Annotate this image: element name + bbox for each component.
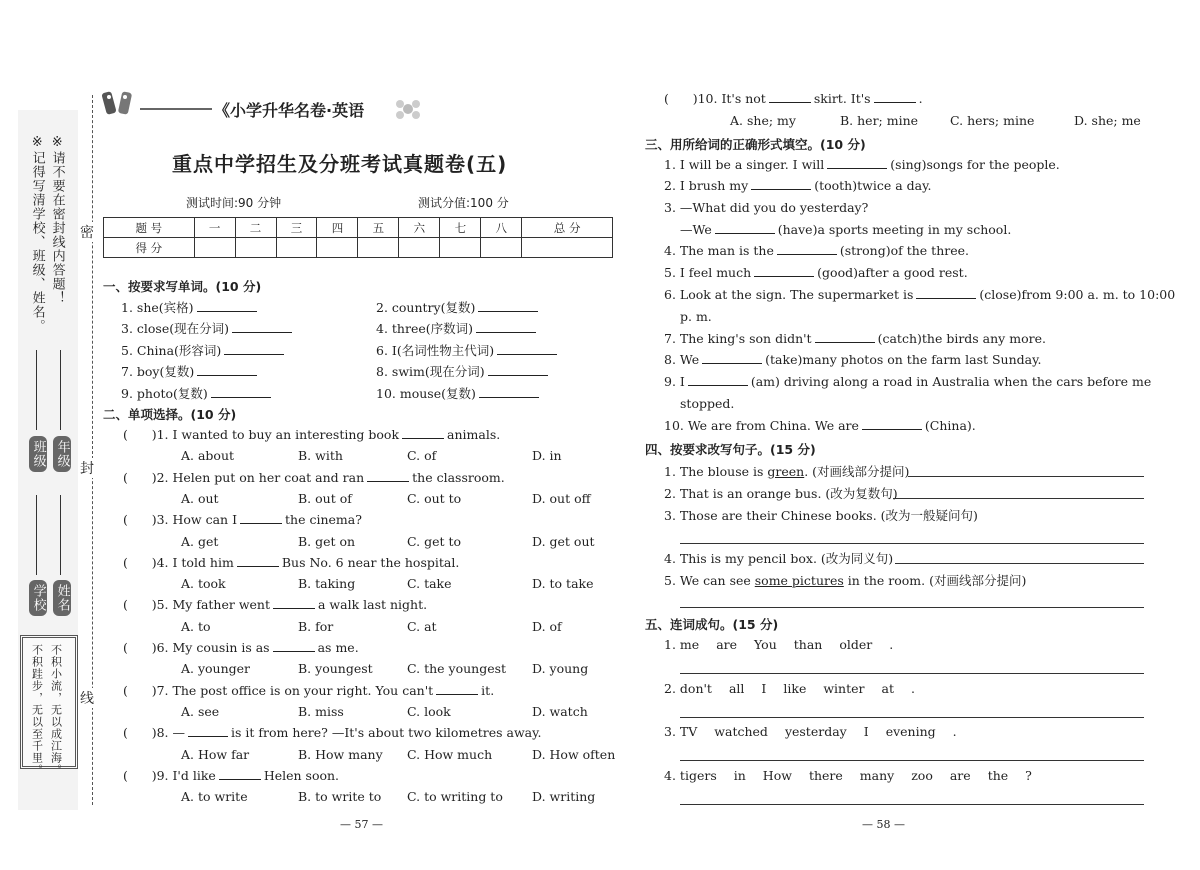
- answer-blank[interactable]: [862, 428, 922, 430]
- mcq-option[interactable]: A. to: [181, 618, 211, 634]
- order-item: [664, 768, 1049, 783]
- mcq-option[interactable]: A. out: [181, 490, 219, 506]
- order-word: the: [987, 767, 1009, 783]
- word-item: 4. three(序数词): [376, 319, 539, 337]
- fill-item: 10. We are from China. We are (China).: [664, 418, 976, 433]
- grade-line: [60, 350, 61, 430]
- answer-line[interactable]: [680, 760, 1144, 761]
- name-line: [60, 495, 61, 575]
- mcq-option[interactable]: C. take: [407, 576, 452, 592]
- order-word: watched: [714, 724, 768, 739]
- rewrite-item: 4. This is my pencil box. (改为同义句): [664, 551, 894, 566]
- score-cell[interactable]: [481, 238, 522, 258]
- mcq-option[interactable]: D. in: [532, 448, 562, 464]
- mcq-option[interactable]: A. see: [181, 703, 220, 719]
- order-word: me: [679, 637, 700, 652]
- score-cell[interactable]: [235, 238, 276, 258]
- rewrite-item: 3. Those are their Chinese books. (改为一般疑问句): [664, 508, 978, 523]
- mcq-option[interactable]: A. How far: [181, 746, 250, 762]
- answer-blank[interactable]: [754, 275, 814, 277]
- section1-title: 一、按要求写单词。(10 分): [103, 279, 262, 294]
- word-item: 2. country(复数): [376, 298, 541, 316]
- mcq-option[interactable]: C. at: [407, 618, 437, 634]
- score-cell[interactable]: [317, 238, 358, 258]
- score-table-header: 五: [358, 218, 399, 238]
- mcq-option[interactable]: C. to writing to: [407, 789, 503, 805]
- order-word: than: [793, 637, 823, 652]
- flower-icon: [392, 96, 424, 122]
- score-cell[interactable]: [440, 238, 481, 258]
- mcq-option[interactable]: D. writing: [532, 789, 596, 805]
- mcq-option[interactable]: C. look: [407, 703, 451, 719]
- score-table-header: 七: [440, 218, 481, 238]
- answer-blank[interactable]: [497, 353, 557, 355]
- score-table-header: 六: [399, 218, 440, 238]
- answer-blank[interactable]: [197, 310, 257, 312]
- fill-item: —We (have)a sports meeting in my school.: [680, 222, 1012, 237]
- score-table-header: 八: [481, 218, 522, 238]
- score-cell[interactable]: [399, 238, 440, 258]
- mcq-stem: ( )5. My father went a walk last night.: [123, 597, 428, 613]
- answer-blank[interactable]: [751, 188, 811, 190]
- answer-blank[interactable]: [769, 101, 811, 103]
- score-table-header: 一: [194, 218, 235, 238]
- answer-line[interactable]: [908, 476, 1144, 477]
- fill-item: p. m.: [680, 309, 712, 324]
- fill-item: 7. The king's son didn't (catch)the birds any more.: [664, 331, 1046, 346]
- mcq-option[interactable]: A. took: [181, 576, 226, 592]
- answer-blank[interactable]: [702, 362, 762, 364]
- order-word: You: [754, 637, 777, 652]
- answer-line[interactable]: [680, 804, 1144, 805]
- mcq-option[interactable]: D. she; me: [1074, 113, 1141, 128]
- order-word: TV: [679, 724, 698, 739]
- answer-blank[interactable]: [197, 374, 257, 376]
- score-cell[interactable]: [358, 238, 399, 258]
- order-word: evening: [885, 724, 936, 739]
- score-cell[interactable]: [194, 238, 235, 258]
- order-word: there: [808, 767, 843, 783]
- field-name: 姓名: [53, 580, 71, 616]
- answer-blank[interactable]: [211, 396, 271, 398]
- exam-score: 测试分值:100 分: [418, 196, 509, 210]
- mcq-stem: ( )2. Helen put on her coat and ran the classroom.: [123, 469, 505, 485]
- answer-line[interactable]: [680, 543, 1144, 544]
- section5-title: 五、连词成句。(15 分): [645, 617, 779, 632]
- order-word: at: [881, 680, 894, 696]
- answer-line[interactable]: [680, 607, 1144, 608]
- score-table: [103, 217, 613, 258]
- motto-box: [20, 635, 78, 776]
- answer-blank[interactable]: [240, 522, 282, 524]
- fill-item: 3. —What did you do yesterday?: [664, 200, 869, 215]
- mcq-stem: ( )1. I wanted to buy an interesting book animals.: [123, 427, 501, 442]
- answer-blank[interactable]: [232, 331, 292, 333]
- mcq-option[interactable]: A. to write: [181, 789, 248, 805]
- order-number: 3.: [664, 724, 676, 739]
- mcq-stem: ( )4. I told him Bus No. 6 near the hospital.: [123, 554, 460, 570]
- class-line: [36, 350, 37, 430]
- answer-blank[interactable]: [815, 341, 875, 343]
- mcq-option[interactable]: C. get to: [407, 533, 462, 549]
- order-word: I: [863, 724, 869, 739]
- answer-blank[interactable]: [219, 778, 261, 780]
- word-item: 5. China(形容词): [121, 341, 287, 359]
- page-number-left: — 57 —: [340, 818, 383, 831]
- word-item: 1. she(宾格): [121, 298, 260, 316]
- mcq-option[interactable]: B. How many: [298, 746, 383, 762]
- banner-rule: [140, 108, 212, 110]
- exam-time: 测试时间:90 分钟: [186, 196, 282, 210]
- motto-b: 不积跬步，无以至千里。: [30, 644, 44, 776]
- mcq-option[interactable]: A. about: [181, 448, 235, 464]
- order-number: 4.: [664, 767, 676, 783]
- seal-mi: 密: [80, 222, 94, 242]
- answer-blank[interactable]: [688, 384, 748, 386]
- answer-blank[interactable]: [436, 693, 478, 695]
- score-table-header: 四: [317, 218, 358, 238]
- order-word: like: [783, 680, 807, 696]
- order-word: yesterday: [784, 724, 847, 739]
- score-table-header-row: [104, 218, 613, 238]
- order-word: zoo: [911, 767, 933, 783]
- order-word: in: [733, 767, 746, 783]
- answer-line[interactable]: [893, 498, 1144, 499]
- mcq-option[interactable]: D. watch: [532, 703, 588, 719]
- word-item: 8. swim(现在分词): [376, 362, 551, 380]
- mcq-option[interactable]: C. out to: [407, 490, 462, 506]
- answer-blank[interactable]: [367, 480, 409, 482]
- mcq-option[interactable]: B. taking: [298, 576, 356, 592]
- exam-title: 重点中学招生及分班考试真题卷(五): [172, 152, 508, 176]
- school-line: [36, 495, 37, 575]
- fill-item: 8. We (take)many photos on the farm last Sunday.: [664, 352, 1042, 367]
- order-word: .: [889, 637, 894, 652]
- answer-line[interactable]: [895, 563, 1144, 564]
- answer-line[interactable]: [680, 673, 1144, 674]
- answer-blank[interactable]: [916, 297, 976, 299]
- word-item: 10. mouse(复数): [376, 384, 542, 402]
- order-word: many: [859, 767, 895, 783]
- mcq-stem: ( )3. How can I the cinema?: [123, 512, 362, 528]
- mcq-option[interactable]: B. for: [298, 618, 334, 634]
- word-item: 9. photo(复数): [121, 384, 274, 402]
- mcq-stem: ( )9. I'd like Helen soon.: [123, 767, 340, 783]
- mcq-option[interactable]: B. her; mine: [840, 113, 919, 128]
- pencil-mascot-icon: [96, 88, 146, 120]
- seal-feng: 封: [80, 458, 94, 478]
- word-item: 6. I(名词性物主代词): [376, 341, 560, 359]
- mcq-stem: ( )10. It's not skirt. It's .: [664, 91, 923, 106]
- answer-blank[interactable]: [402, 437, 444, 439]
- score-table-header: 总 分: [522, 218, 613, 238]
- fill-item: 1. I will be a singer. I will (sing)songs for the people.: [664, 157, 1060, 172]
- word-item: 7. boy(复数): [121, 362, 260, 380]
- field-grade: 年级: [53, 436, 71, 472]
- mcq-option[interactable]: B. youngest: [298, 661, 373, 677]
- mcq-option[interactable]: D. How often: [532, 746, 616, 762]
- order-word: older: [839, 637, 873, 652]
- mcq-option[interactable]: D. get out: [532, 533, 595, 549]
- mcq-option[interactable]: D. to take: [532, 576, 594, 592]
- order-item: [664, 681, 932, 696]
- answer-blank[interactable]: [188, 735, 228, 737]
- seal-xian: 线: [80, 688, 94, 708]
- order-word: I: [761, 680, 767, 696]
- order-number: 2.: [664, 680, 676, 696]
- mcq-option[interactable]: D. out off: [532, 490, 591, 506]
- rewrite-item: 1. The blouse is green. (对画线部分提问): [664, 464, 910, 479]
- score-table-header: 三: [276, 218, 317, 238]
- score-table-header: 题 号: [104, 218, 195, 238]
- order-word: winter: [823, 680, 865, 696]
- mcq-stem: ( )6. My cousin is as as me.: [123, 640, 359, 655]
- mcq-option[interactable]: A. younger: [181, 661, 251, 677]
- field-class: 班级: [29, 436, 47, 472]
- mcq-option[interactable]: B. miss: [298, 703, 344, 719]
- mcq-option[interactable]: C. hers; mine: [950, 113, 1035, 128]
- order-item: [664, 724, 974, 739]
- section4-title: 四、按要求改写句子。(15 分): [645, 442, 816, 457]
- rewrite-item: 5. We can see some pictures in the room. (对画线部分提问): [664, 573, 1027, 588]
- answer-blank[interactable]: [488, 374, 548, 376]
- section2-title: 二、单项选择。(10 分): [103, 407, 237, 422]
- section3-title: 三、用所给词的正确形式填空。(10 分): [645, 137, 866, 152]
- answer-blank[interactable]: [224, 353, 284, 355]
- mcq-option[interactable]: B. to write to: [298, 789, 382, 805]
- mcq-option[interactable]: C. How much: [407, 746, 493, 762]
- mcq-option[interactable]: C. the youngest: [407, 661, 507, 677]
- answer-blank[interactable]: [237, 565, 279, 567]
- mcq-option[interactable]: B. out of: [298, 490, 352, 506]
- order-word: are: [949, 767, 971, 783]
- order-word: ?: [1025, 767, 1032, 783]
- fill-item: stopped.: [680, 396, 735, 411]
- field-school: 学校: [29, 580, 47, 616]
- answer-blank[interactable]: [273, 650, 315, 652]
- motto-a: 不积小流，无以成江海。: [49, 644, 63, 776]
- word-item: 3. close(现在分词): [121, 319, 295, 337]
- mcq-stem: ( )8. — is it from here? —It's about two kilometres away.: [123, 725, 542, 741]
- score-cell[interactable]: [276, 238, 317, 258]
- fill-item: 4. The man is the (strong)of the three.: [664, 243, 969, 258]
- fill-item: 6. Look at the sign. The supermarket is (close)from 9:00 a. m. to 10:00: [664, 287, 1176, 302]
- answer-blank[interactable]: [476, 331, 536, 333]
- score-cell[interactable]: [522, 238, 613, 258]
- page-number-right: — 58 —: [862, 818, 905, 831]
- order-item: [664, 637, 910, 652]
- answer-blank[interactable]: [777, 253, 837, 255]
- order-word: .: [952, 724, 957, 739]
- fill-item: 2. I brush my (tooth)twice a day.: [664, 178, 932, 193]
- order-word: don't: [679, 680, 712, 696]
- fill-item: 9. I (am) driving along a road in Australia when the cars before me: [664, 374, 1152, 389]
- mcq-option[interactable]: B. with: [298, 448, 343, 464]
- series-title: 《小学升华名卷·英语: [214, 101, 365, 120]
- answer-blank[interactable]: [478, 310, 538, 312]
- margin-note-2: ※记得写清学校、班级、姓名。: [29, 135, 45, 333]
- mcq-option[interactable]: A. she; my: [730, 113, 796, 128]
- fill-item: 5. I feel much (good)after a good rest.: [664, 265, 968, 280]
- mcq-stem: ( )7. The post office is on your right. You can't it.: [123, 682, 495, 698]
- score-table-score-row: [104, 238, 613, 258]
- mcq-option[interactable]: C. of: [407, 448, 437, 464]
- order-word: all: [728, 680, 745, 696]
- score-row-label: 得 分: [104, 238, 195, 258]
- order-word: tigers: [679, 767, 717, 783]
- mcq-option[interactable]: D. young: [532, 661, 589, 677]
- answer-blank[interactable]: [479, 396, 539, 398]
- rewrite-item: 2. That is an orange bus. (改为复数句): [664, 486, 898, 501]
- answer-line[interactable]: [680, 717, 1144, 718]
- order-word: .: [910, 680, 915, 696]
- margin-note-1: ※请不要在密封线内答题！: [49, 135, 65, 305]
- answer-blank[interactable]: [273, 607, 315, 609]
- mcq-option[interactable]: B. get on: [298, 533, 356, 549]
- order-number: 1.: [664, 637, 676, 652]
- order-word: How: [762, 767, 792, 783]
- score-table-header: 二: [235, 218, 276, 238]
- answer-blank[interactable]: [827, 167, 887, 169]
- answer-blank[interactable]: [874, 101, 916, 103]
- answer-blank[interactable]: [715, 232, 775, 234]
- order-word: are: [716, 637, 738, 652]
- mcq-option[interactable]: D. of: [532, 618, 562, 634]
- mcq-option[interactable]: A. get: [181, 533, 219, 549]
